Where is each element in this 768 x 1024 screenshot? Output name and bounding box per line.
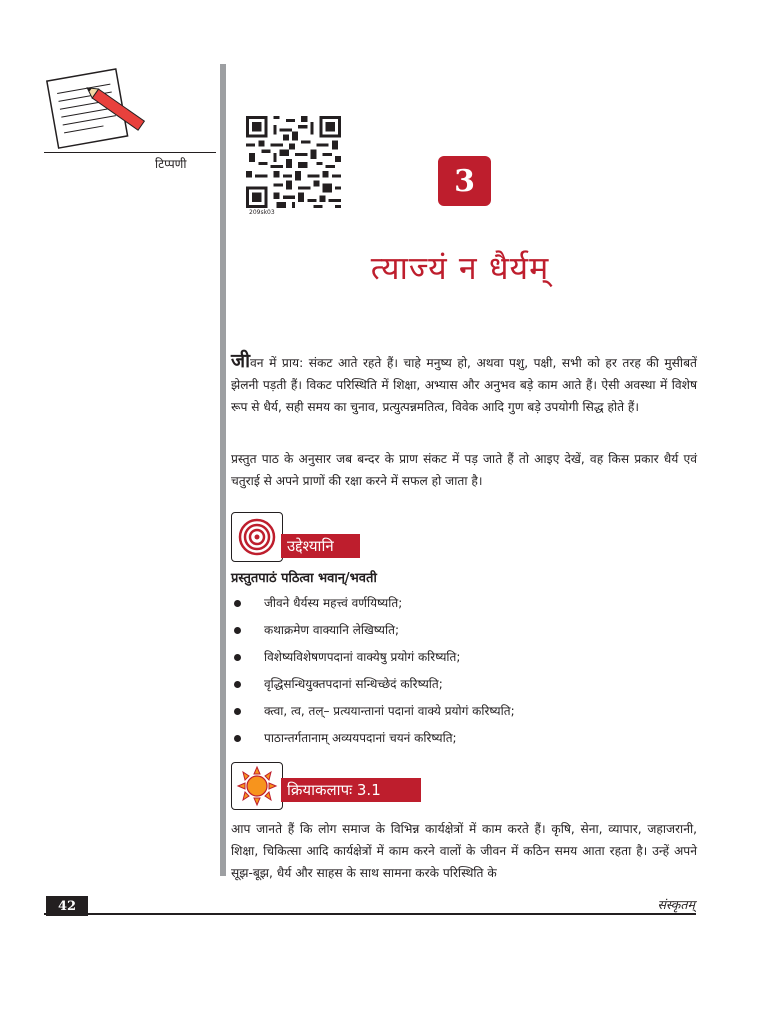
bullet-icon <box>234 627 241 634</box>
objectives-label: उद्देश्यानि <box>281 534 360 558</box>
intro-paragraph-1-text: वन में प्राय: संकट आते रहते हैं। चाहे मनुष्य हो, अथवा पशु, पक्षी, सभी को हर तरह की मुसीबतें झेलनी पड़ती हैं। विकट परिस्थिति में शिक्षा, अभ्यास और अनुभव बड़े काम आते हैं। ऐसी अवस्था में विशेष रूप से धैर्य, सही समय का चुनाव, प्रत्युत्पन्नमतित्व, विवेक आदि गुण बड़े उपयोगी सिद्ध होते हैं। <box>231 356 697 414</box>
margin-divider-bar <box>220 64 226 876</box>
bullet-icon <box>234 654 241 661</box>
list-item <box>231 592 691 619</box>
drop-cap: जी <box>231 350 251 372</box>
activity-label: क्रियाकलापः 3.1 <box>281 778 421 802</box>
activity-paragraph: आप जानते हैं कि लोग समाज के विभिन्न कार्यक्षेत्रों में काम करते हैं। कृषि, सेना, व्यापार, जहाजरानी, शिक्षा, चिकित्सा आदि कार्यक्षेत्रों में काम करने वालों के जीवन में कठिन समय आता रहता है। उन्हें अपने सूझ-बूझ, धैर्य और साहस के साथ सामना करके परिस्थिति के <box>231 822 697 880</box>
objective-text: क्त्वा, त्व, तल्– प्रत्ययान्तानां पदानां वाक्ये प्रयोगं करिष्यति; <box>264 704 515 718</box>
qr-code <box>246 116 341 208</box>
intro-paragraph-1 <box>231 350 697 418</box>
objective-text: विशेष्यविशेषणपदानां वाक्येषु प्रयोगं करिष्यति; <box>264 650 461 664</box>
objectives-heading: प्रस्तुतपाठं पठित्वा भवान्/भवती <box>231 571 377 586</box>
bullet-icon <box>234 681 241 688</box>
objective-text: कथाक्रमेण वाक्यानि लेखिष्यति; <box>264 623 399 637</box>
bullet-icon <box>234 600 241 607</box>
margin-rule <box>44 152 216 153</box>
footer-rule <box>44 913 696 915</box>
list-item <box>231 700 691 727</box>
list-item <box>231 619 691 646</box>
bullet-icon <box>234 708 241 715</box>
objective-text: जीवने धैर्यस्य महत्त्वं वर्णयिष्यति; <box>264 596 403 610</box>
intro-paragraph-2: प्रस्तुत पाठ के अनुसार जब बन्दर के प्राण संकट में पड़ जाते हैं तो आइए देखें, वह किस प्रकार धैर्य एवं चतुराई से अपने प्राणों की रक्षा करने में सफल हो जाता है। <box>231 452 697 488</box>
sun-icon <box>231 762 283 810</box>
chapter-title: त्याज्यं न धैर्यम् <box>370 249 550 287</box>
chapter-number: 3 <box>438 156 491 206</box>
list-item <box>231 727 691 754</box>
page-number: 42 <box>46 896 88 916</box>
list-item <box>231 646 691 673</box>
book-title: संस्कृतम् <box>657 897 695 912</box>
target-icon <box>231 512 283 562</box>
bullet-icon <box>234 735 241 742</box>
objectives-list <box>231 592 691 754</box>
objective-text: वृद्धिसन्धियुक्तपदानां सन्धिच्छेदं करिष्यति; <box>264 677 443 691</box>
objective-text: पाठान्तर्गतानाम् अव्ययपदानां चयनं करिष्यति; <box>264 731 457 745</box>
notes-label: टिप्पणी <box>155 157 187 171</box>
qr-code-id: 209sk03 <box>249 209 275 216</box>
notes-illustration <box>40 62 150 152</box>
list-item <box>231 673 691 700</box>
